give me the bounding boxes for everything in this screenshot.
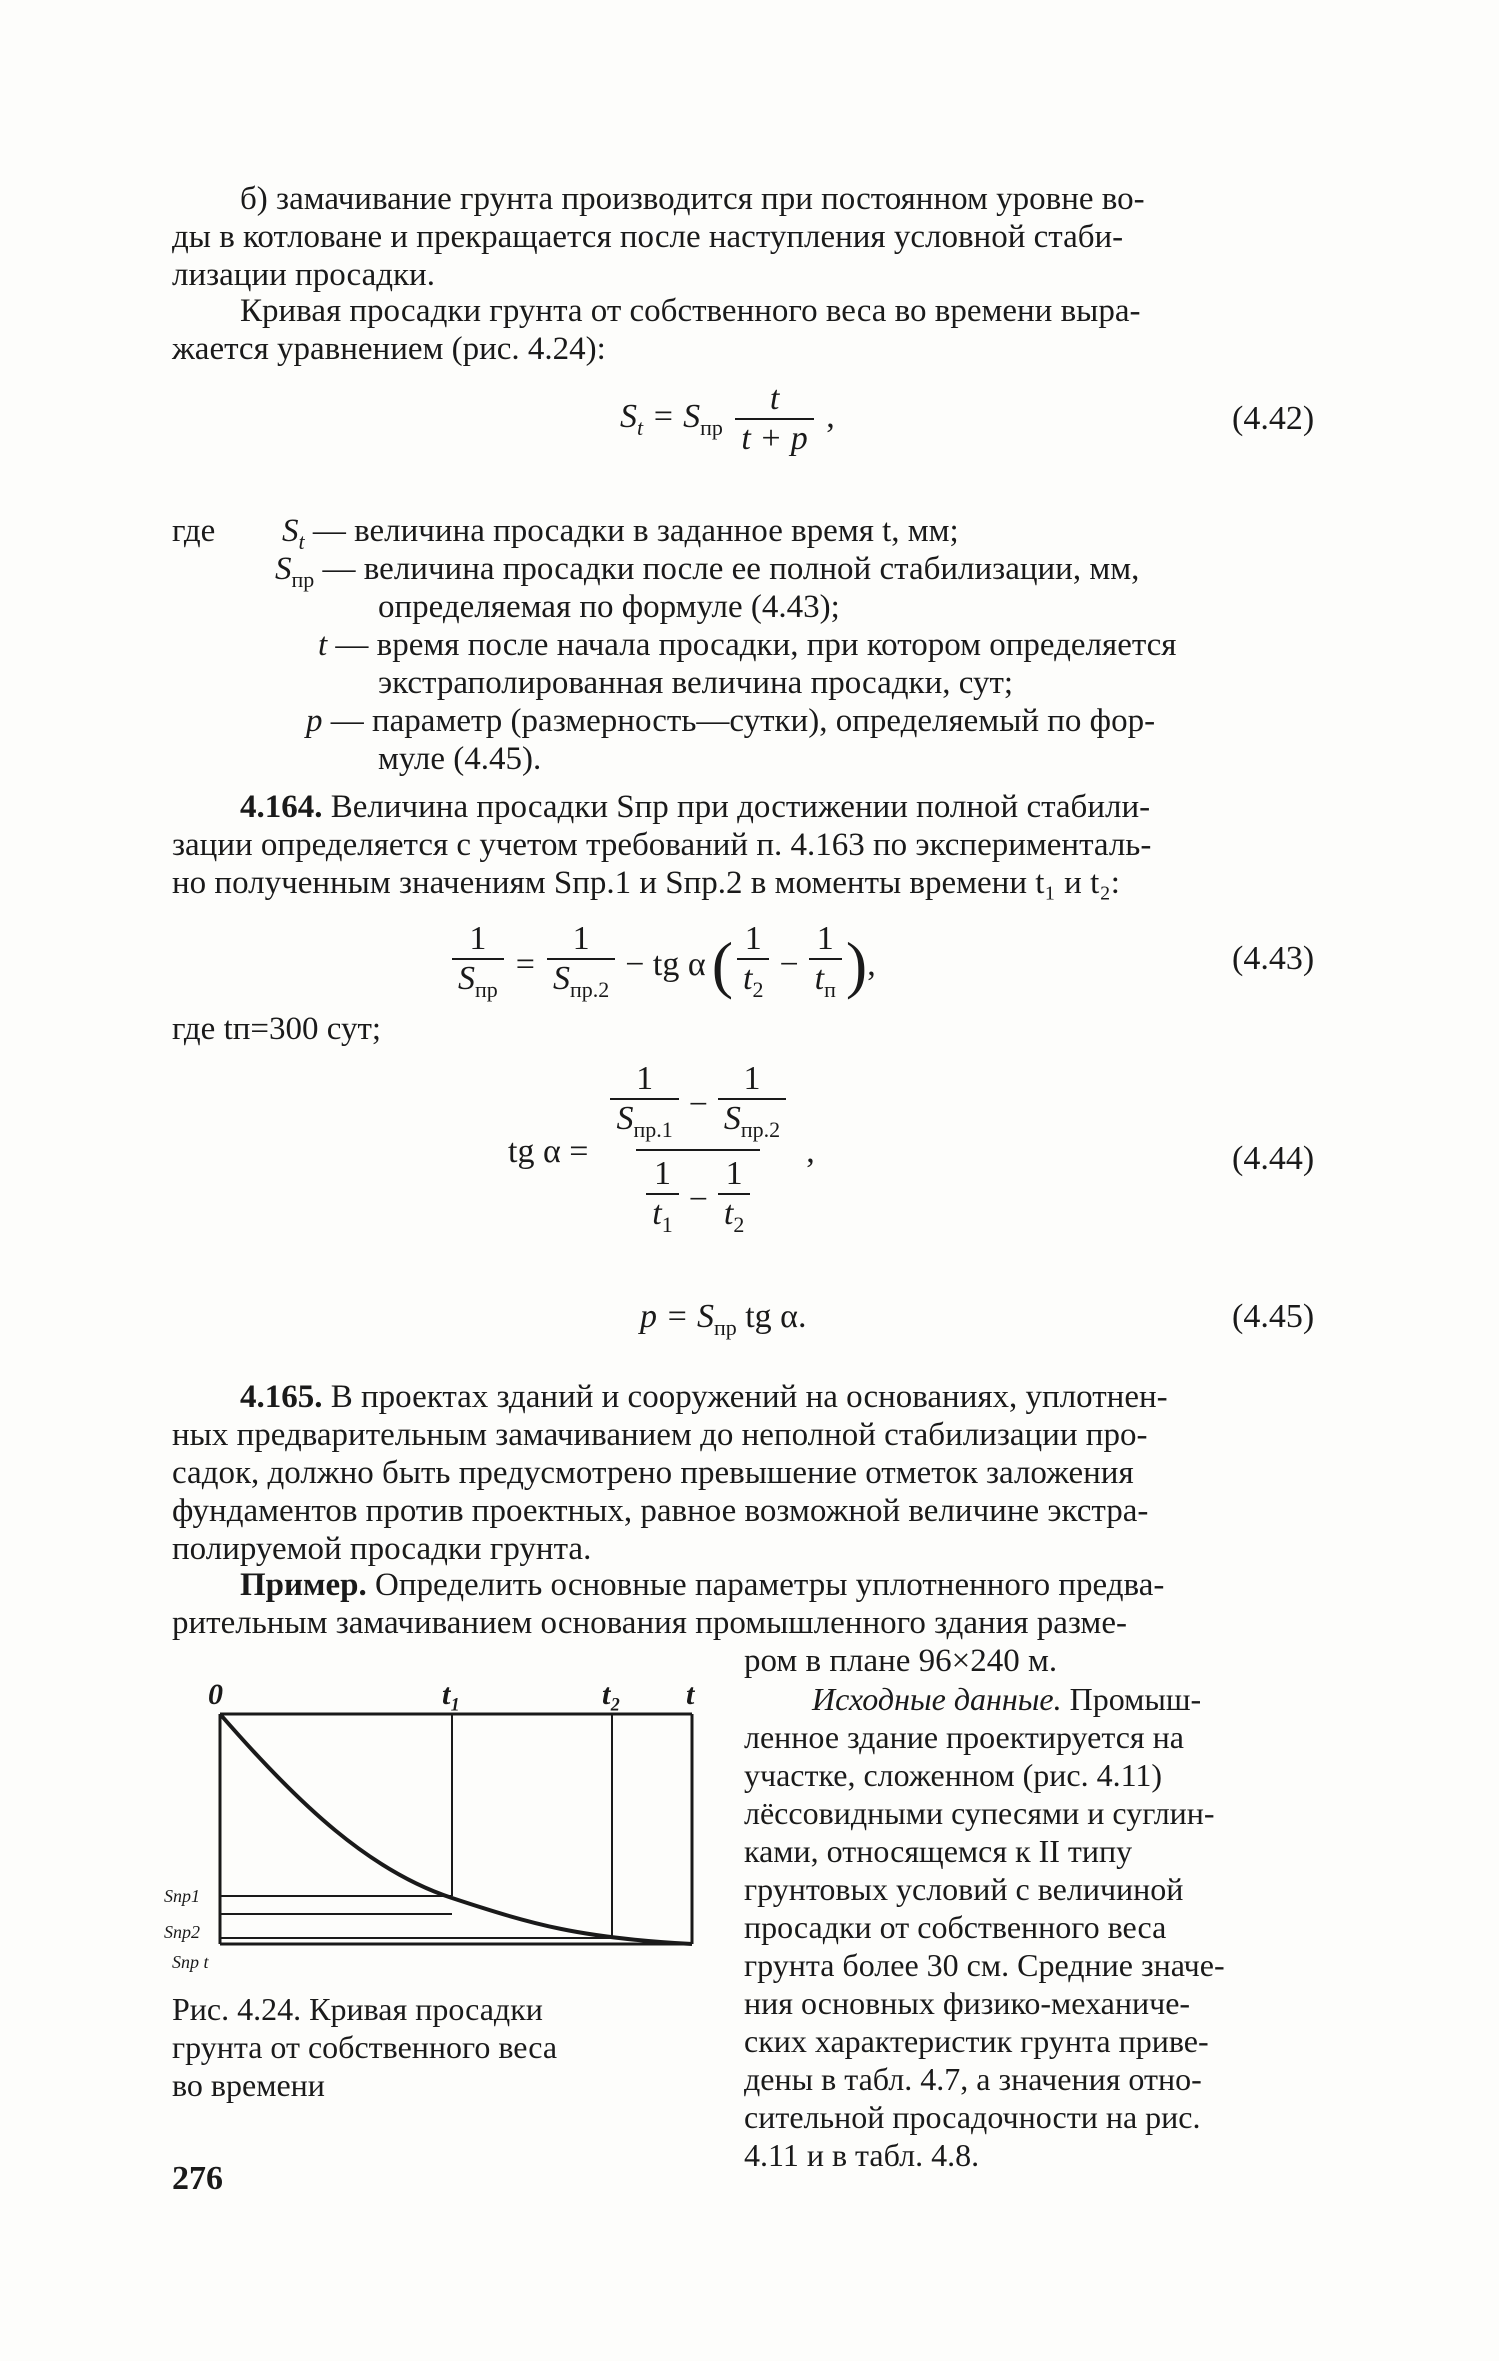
paragraph-line: рительным замачиванием основания промышленного здания разме- [172,1605,1127,1641]
definition-row: экстраполированная величина просадки, сут; [378,665,1014,701]
y-label-s1: Sпр1 [164,1886,200,1906]
section-number: 4.165. [240,1379,323,1415]
definition-row: определяемая по формуле (4.43); [378,589,840,625]
paragraph-line: Кривая просадки грунта от собственного веса во времени выра- [240,293,1141,329]
paragraph-line: участке, сложенном (рис. 4.11) [744,1757,1163,1793]
source-data-column: Исходные данные. Промыш- ленное здание проектируется на участке, сложенном (рис. 4.11) лёссовидными супесями и суглин- ками, относящемся к II типу грунтовых условий с величиной просадки от собственного веса грунта более 30 см. Средние значе- ния основных физико-механиче- ских характеристик грунта приве- дены в табл. 4.7, а значения отно- сительной просадочности на рис. 4.11 и в табл. 4.8. [744,1680,1332,2174]
equation-4-43: $\frac{1}{S_{пр}}$ = $\frac{1}{S_{пр.2}}$ − tg α ( $\frac{1}{t_2}$ − $\frac{1}{t_п}$ ) , [448,920,876,1009]
equation-number: (4.45) [1232,1298,1315,1335]
paragraph-line: грунта более 30 см. Средние значе- [744,1947,1225,1983]
where-word: где [172,513,216,549]
source-data-label: Исходные данные. [812,1681,1062,1717]
example-label: Пример. [240,1567,367,1603]
x-label-t1: t₁ [442,1678,461,1711]
paragraph-line: зации определяется с учетом требований п. 4.163 по эксперименталь- [172,827,1152,863]
paragraph-line: ленное здание проектируется на [744,1719,1184,1755]
paragraph-4-164: 4.164. Величина просадки Sпр при достижении полной стабили- зации определяется с учетом требований п. 4.163 по эксперименталь- но полученным значениям Sпр.1 и Sпр.2 в моменты времени t₁ и t₂: [172,788,1332,902]
paragraph-line: ских характеристик грунта приве- [744,2023,1209,2059]
paragraph-line: фундаментов против проектных, равное возможной величине экстра- [172,1493,1149,1529]
y-label-s2: Sпр2 [164,1922,200,1942]
where-tp: где tп=300 сут; [172,1011,382,1047]
equation-4-45: $p = S_{пр}$ tg α. [640,1298,807,1340]
figure-caption [172,1990,702,2104]
paragraph-line: 4.11 и в табл. 4.8. [744,2137,980,2173]
definition-row: p — параметр (размерность—сутки), определяемый по фор- [306,703,1156,739]
equation-number: (4.43) [1232,940,1315,977]
caption-line: Рис. 4.24. Кривая просадки [172,1991,543,2027]
equation-number: (4.44) [1232,1140,1315,1177]
paragraph-line: лёссовидными супесями и суглин- [744,1795,1215,1831]
y-label-st: Sпр t [172,1952,209,1972]
paragraph-line: сительной просадочности на рис. [744,2099,1201,2135]
page-number: 276 [172,2160,223,2197]
paragraph-line: грунтовых условий с величиной [744,1871,1184,1907]
x-label-t2: t₂ [602,1678,621,1711]
paragraph-line: просадки от собственного веса [744,1909,1167,1945]
paragraph-curve [172,292,1332,368]
paragraph-line: ния основных физико-механиче- [744,1985,1191,2021]
paragraph-4-165: 4.165. В проектах зданий и сооружений на основаниях, уплотнен- ных предварительным замачиванием до неполной стабилизации про- садок, должно быть предусмотрено превышение отметок заложения фундаментов против проектных, равное возможной величине экстра- полируемой просадки грунта. [172,1378,1332,1568]
section-number: 4.164. [240,789,323,825]
example-paragraph: Пример. Определить основные параметры уплотненного предва- рительным замачиванием основания промышленного здания разме- ром в плане 96×240 м. [172,1566,1332,1680]
equation-4-44: tg α = $\frac{1}{S_{пр.1}}$ − $\frac{1}{S_{пр.2}}$ $\frac{1}{t_1}$ − $\frac{1}{t_2}$ , [508,1060,815,1244]
paragraph-line: б) замачивание грунта производится при постоянном уровне во- [240,181,1145,217]
paragraph-line: ды в котловане и прекращается после наступления условной стаби- [172,219,1124,255]
fraction: $\frac{t}{t + p}$ [735,380,813,458]
equation-4-42: $S_t = S_{пр}$ $\frac{t}{t + p}$ , [620,380,835,457]
definition-row: t — время после начала просадки, при котором определяется [318,627,1177,663]
equation-number: (4.42) [1232,400,1315,437]
paragraph-line: но полученным значениям Sпр.1 и Sпр.2 в моменты времени t₁ и t₂: [172,865,1120,901]
paragraph-line: дены в табл. 4.7, а значения отно- [744,2061,1202,2097]
definition-row: $S_t$ — величина просадки в заданное время t, мм; [282,513,959,554]
settlement-curve-figure [160,1676,720,1986]
paragraph-line: лизации просадки. [172,257,435,293]
paragraph-line: жается уравнением (рис. 4.24): [172,331,606,367]
settlement-curve [220,1714,692,1944]
paragraph-line: садок, должно быть предусмотрено превышение отметок заложения [172,1455,1134,1491]
caption-line: во времени [172,2067,325,2103]
paragraph-line: ных предварительным замачиванием до неполной стабилизации про- [172,1417,1148,1453]
caption-line: грунта от собственного веса [172,2029,558,2065]
definition-row: $S_{пр}$ — величина просадки после ее полной стабилизации, мм, [275,551,1140,592]
paragraph-line: ром в плане 96×240 м. [744,1643,1058,1679]
paragraph-line: ками, относящемся к II типу [744,1833,1133,1869]
x-label-t: t [686,1678,695,1711]
x-label-0: 0 [208,1678,223,1711]
paragraph-line: полируемой просадки грунта. [172,1531,592,1567]
paragraph-b [172,180,1332,294]
definition-row: муле (4.45). [378,741,542,777]
